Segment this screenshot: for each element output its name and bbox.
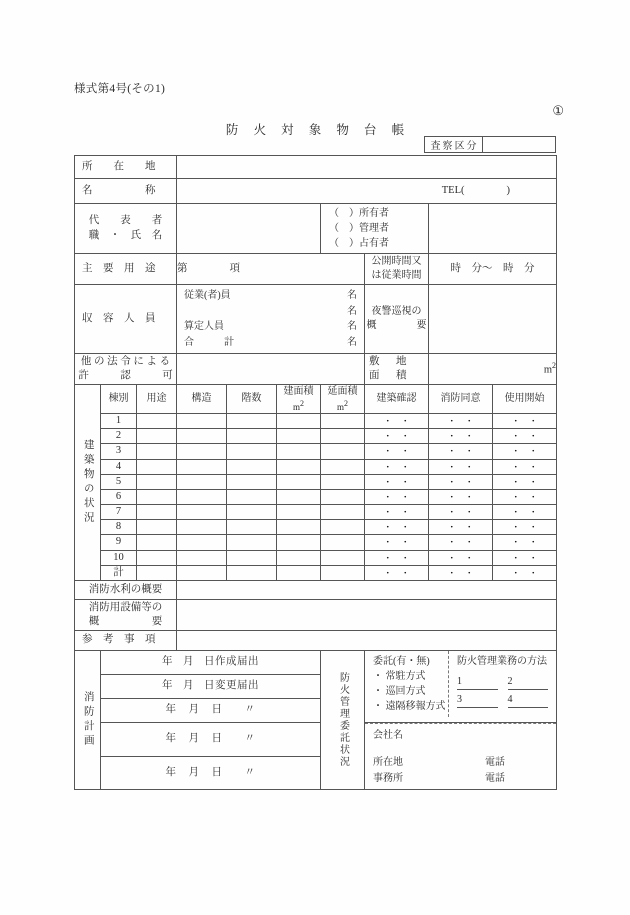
cell-structure[interactable] xyxy=(177,474,227,489)
usage-label: 主 要 用 途 xyxy=(82,262,156,274)
table-row xyxy=(75,550,557,565)
cell-floors[interactable] xyxy=(227,429,277,444)
cell-building-confirmation[interactable]: ・ ・ xyxy=(365,444,429,459)
cell-use[interactable] xyxy=(137,429,177,444)
site-area-unit: m xyxy=(543,364,553,376)
cell-total-area[interactable] xyxy=(321,535,365,550)
cell-use-start[interactable]: ・ ・ xyxy=(493,505,557,520)
cell-floors[interactable] xyxy=(227,535,277,550)
method-item-4[interactable]: 4 xyxy=(508,692,548,708)
cell-build-area[interactable] xyxy=(277,414,321,429)
water-supply-value[interactable] xyxy=(177,580,557,599)
cell-building-confirmation[interactable]: ・ ・ xyxy=(365,520,429,535)
cell-floors[interactable] xyxy=(227,550,277,565)
cell-use-start[interactable]: ・ ・ xyxy=(493,474,557,489)
other-law-value[interactable] xyxy=(177,354,365,385)
table-row xyxy=(75,489,557,504)
fire-plan-side-label: 消防計画 xyxy=(75,650,101,790)
cell-use[interactable] xyxy=(137,520,177,535)
cell-structure[interactable] xyxy=(177,429,227,444)
cell-floors[interactable] xyxy=(227,444,277,459)
cell-structure[interactable] xyxy=(177,444,227,459)
cell-use-start[interactable]: ・ ・ xyxy=(493,414,557,429)
cell-build-area[interactable] xyxy=(277,429,321,444)
inspection-category-value[interactable] xyxy=(483,137,555,152)
building-row-number: 2 xyxy=(101,429,137,444)
cell-fire-consent[interactable]: ・ ・ xyxy=(429,489,493,504)
owner-type-options[interactable] xyxy=(321,204,429,254)
cell-total-area[interactable] xyxy=(321,414,365,429)
col-header-structure: 構造 xyxy=(177,385,227,414)
building-status-side-label: 建築物の状況 xyxy=(75,385,101,581)
form-code: 様式第4号(その1) xyxy=(74,83,166,95)
entrusted-company-block xyxy=(365,722,557,790)
company-address-tel-label: 電話 xyxy=(485,757,505,769)
document-title: 防 火 対 象 物 台 帳 xyxy=(225,123,411,137)
company-address-row[interactable] xyxy=(373,755,556,771)
cell-use-start[interactable]: ・ ・ xyxy=(493,444,557,459)
fire-plan-date-creation[interactable]: 年 月 日作成届出 xyxy=(101,650,321,674)
representative-value[interactable] xyxy=(177,204,321,254)
entrust-option-resident[interactable]: ・ 常駐方式 xyxy=(373,670,426,682)
cell-build-area[interactable] xyxy=(277,535,321,550)
fire-plan-date-4[interactable]: 年 月 日 〃 xyxy=(101,722,321,756)
table-row xyxy=(75,535,557,550)
building-row-number: 9 xyxy=(101,535,137,550)
cell-building-confirmation[interactable]: ・ ・ xyxy=(365,489,429,504)
capacity-item-total[interactable]: 合 計 名 xyxy=(184,336,357,348)
table-row xyxy=(75,505,557,520)
inspection-category-label: 査察区分 xyxy=(425,137,483,152)
table-row xyxy=(75,580,557,599)
entrust-status-side-label: 防火管理委託状況 xyxy=(321,650,365,790)
table-row xyxy=(75,474,557,489)
owner-option-occupant[interactable]: （ ）占有者 xyxy=(329,238,389,249)
table-row xyxy=(75,414,557,429)
building-row-number: 6 xyxy=(101,489,137,504)
cell-building-confirmation[interactable]: ・ ・ xyxy=(365,565,429,580)
building-row-number: 8 xyxy=(101,520,137,535)
cell-floors[interactable] xyxy=(227,459,277,474)
cell-fire-consent[interactable]: ・ ・ xyxy=(429,520,493,535)
building-row-number: 4 xyxy=(101,459,137,474)
building-row-number: 1 xyxy=(101,414,137,429)
table-row xyxy=(75,444,557,459)
cell-use[interactable] xyxy=(137,474,177,489)
cell-fire-consent[interactable]: ・ ・ xyxy=(429,414,493,429)
table-row xyxy=(75,650,557,674)
cell-use-start[interactable]: ・ ・ xyxy=(493,520,557,535)
fire-plan-date-change[interactable]: 年 月 日変更届出 xyxy=(101,674,321,698)
site-area-label: 敷 地 面 積 xyxy=(365,354,429,385)
cell-fire-consent[interactable]: ・ ・ xyxy=(429,505,493,520)
col-header-build-area: 建面積 m2 xyxy=(277,385,321,414)
company-name-label: 会社名 xyxy=(373,729,403,741)
cell-total-area[interactable] xyxy=(321,565,365,580)
building-row-number: 5 xyxy=(101,474,137,489)
cell-total-area[interactable] xyxy=(321,474,365,489)
cell-fire-consent[interactable]: ・ ・ xyxy=(429,459,493,474)
page-number-circled: ① xyxy=(552,103,564,118)
table-row xyxy=(75,722,557,756)
cell-fire-consent[interactable]: ・ ・ xyxy=(429,535,493,550)
owner-option-manager[interactable]: （ ）管理者 xyxy=(329,223,389,234)
cell-use[interactable] xyxy=(137,505,177,520)
table-row xyxy=(75,156,557,179)
cell-total-area[interactable] xyxy=(321,505,365,520)
tel-label: TEL( ) xyxy=(441,184,511,196)
cell-fire-consent[interactable]: ・ ・ xyxy=(429,444,493,459)
cell-use-start[interactable]: ・ ・ xyxy=(493,459,557,474)
company-name-value[interactable] xyxy=(373,743,556,755)
cell-building-confirmation[interactable]: ・ ・ xyxy=(365,550,429,565)
cell-structure[interactable] xyxy=(177,565,227,580)
open-hours-label: 公開時間又 は従業時間 xyxy=(365,254,429,285)
cell-use-start[interactable]: ・ ・ xyxy=(493,429,557,444)
cell-building-confirmation[interactable]: ・ ・ xyxy=(365,505,429,520)
cell-total-area[interactable] xyxy=(321,429,365,444)
cell-use[interactable] xyxy=(137,489,177,504)
total-area-unit: m2 xyxy=(336,398,348,412)
fire-equipment-label: 消防用設備等の 概 要 xyxy=(75,599,177,630)
cell-fire-consent[interactable]: ・ ・ xyxy=(429,429,493,444)
table-row xyxy=(75,179,557,204)
building-row-number: 10 xyxy=(101,550,137,565)
entrustment-block xyxy=(365,650,557,722)
cell-structure[interactable] xyxy=(177,520,227,535)
table-row xyxy=(75,429,557,444)
cell-use-start[interactable]: ・ ・ xyxy=(493,565,557,580)
table-row xyxy=(75,565,557,580)
location-label: 所 在 地 xyxy=(82,160,156,172)
cell-fire-consent[interactable]: ・ ・ xyxy=(429,550,493,565)
entrustment-options[interactable] xyxy=(365,651,449,717)
build-area-unit: m2 xyxy=(292,398,304,412)
cell-use[interactable] xyxy=(137,535,177,550)
cell-build-area[interactable] xyxy=(277,459,321,474)
cell-build-area[interactable] xyxy=(277,565,321,580)
cell-fire-consent[interactable]: ・ ・ xyxy=(429,565,493,580)
capacity-entries[interactable] xyxy=(177,285,365,354)
table-row xyxy=(75,599,557,630)
cell-total-area[interactable] xyxy=(321,489,365,504)
cell-use-start[interactable]: ・ ・ xyxy=(493,535,557,550)
location-value[interactable] xyxy=(177,156,557,179)
cell-floors[interactable] xyxy=(227,474,277,489)
name-value-cell[interactable] xyxy=(177,179,557,204)
cell-build-area[interactable] xyxy=(277,489,321,504)
building-row-number: 7 xyxy=(101,505,137,520)
col-header-floors: 階数 xyxy=(227,385,277,414)
cell-build-area[interactable] xyxy=(277,474,321,489)
table-row xyxy=(75,204,557,254)
cell-build-area[interactable] xyxy=(277,520,321,535)
cell-fire-consent[interactable]: ・ ・ xyxy=(429,474,493,489)
col-header-total-area: 延面積 m2 xyxy=(321,385,365,414)
representative-label: 代 表 者 職 ・ 氏 名 xyxy=(88,215,163,241)
company-office-tel-label: 電話 xyxy=(485,772,505,784)
col-header-building-no: 棟別 xyxy=(101,385,137,414)
fire-equipment-value[interactable] xyxy=(177,599,557,630)
night-watch-label: 夜警巡視の 概 要 xyxy=(365,285,429,354)
cell-building-confirmation[interactable]: ・ ・ xyxy=(365,535,429,550)
table-row xyxy=(75,520,557,535)
cell-floors[interactable] xyxy=(227,565,277,580)
owner-option-owner[interactable]: （ ）所有者 xyxy=(329,208,389,219)
table-row xyxy=(75,285,557,354)
company-address-label: 所在地 xyxy=(373,757,403,769)
cell-floors[interactable] xyxy=(227,505,277,520)
cell-structure[interactable] xyxy=(177,550,227,565)
management-method-block xyxy=(449,651,556,717)
cell-structure[interactable] xyxy=(177,505,227,520)
entrustment-title: 委託(有・無) xyxy=(373,655,430,667)
open-hours-value[interactable]: 時 分〜 時 分 xyxy=(429,254,557,285)
entrust-option-remote[interactable]: ・ 遠隔移報方式 xyxy=(373,700,446,712)
cell-use[interactable] xyxy=(137,550,177,565)
site-area-value[interactable] xyxy=(429,354,557,385)
table-row xyxy=(75,385,557,414)
cell-building-confirmation[interactable]: ・ ・ xyxy=(365,429,429,444)
building-row-number: 3 xyxy=(101,444,137,459)
fire-plan-date-3[interactable]: 年 月 日 〃 xyxy=(101,698,321,722)
cell-use[interactable] xyxy=(137,565,177,580)
method-item-3[interactable]: 3 xyxy=(457,692,497,708)
remarks-label: 参 考 事 項 xyxy=(75,630,177,650)
cell-floors[interactable] xyxy=(227,489,277,504)
cell-total-area[interactable] xyxy=(321,550,365,565)
capacity-item-employees[interactable]: 従業(者)員 名 xyxy=(184,290,357,301)
cell-structure[interactable] xyxy=(177,489,227,504)
cell-use[interactable] xyxy=(137,459,177,474)
capacity-item-blank[interactable]: 名 xyxy=(347,305,357,317)
capacity-label: 収 容 人 員 xyxy=(82,312,156,324)
usage-value[interactable]: 第 項 xyxy=(177,254,365,285)
cell-structure[interactable] xyxy=(177,414,227,429)
cell-structure[interactable] xyxy=(177,459,227,474)
ledger-table xyxy=(74,155,557,790)
col-header-use: 用途 xyxy=(137,385,177,414)
cell-build-area[interactable] xyxy=(277,444,321,459)
night-watch-value[interactable] xyxy=(429,285,557,354)
water-supply-label: 消防水利の概要 xyxy=(75,580,177,599)
management-method-title: 防火管理業務の方法 xyxy=(457,655,548,667)
cell-building-confirmation[interactable]: ・ ・ xyxy=(365,474,429,489)
col-header-fire-consent: 消防同意 xyxy=(429,385,493,414)
method-item-2[interactable]: 2 xyxy=(508,674,548,690)
table-row xyxy=(75,254,557,285)
table-row xyxy=(75,354,557,385)
method-item-1[interactable]: 1 xyxy=(457,674,497,690)
cell-floors[interactable] xyxy=(227,520,277,535)
cell-total-area[interactable] xyxy=(321,459,365,474)
company-office-row[interactable] xyxy=(373,771,556,787)
cell-use-start[interactable]: ・ ・ xyxy=(493,489,557,504)
cell-build-area[interactable] xyxy=(277,550,321,565)
building-row-total-label: 計 xyxy=(101,565,137,580)
cell-building-confirmation[interactable]: ・ ・ xyxy=(365,459,429,474)
fire-plan-date-5[interactable]: 年 月 日 〃 xyxy=(101,756,321,790)
cell-total-area[interactable] xyxy=(321,444,365,459)
col-header-building-confirmation: 建築確認 xyxy=(365,385,429,414)
cell-build-area[interactable] xyxy=(277,505,321,520)
cell-floors[interactable] xyxy=(227,414,277,429)
cell-building-confirmation[interactable]: ・ ・ xyxy=(365,414,429,429)
cell-structure[interactable] xyxy=(177,535,227,550)
remarks-value[interactable] xyxy=(177,630,557,650)
capacity-item-calculated[interactable]: 算定人員 名 xyxy=(184,321,357,332)
table-row xyxy=(75,459,557,474)
col-header-use-start: 使用開始 xyxy=(493,385,557,414)
unit-superscript: 2 xyxy=(552,360,557,370)
cell-use-start[interactable]: ・ ・ xyxy=(493,550,557,565)
company-office-label: 事務所 xyxy=(373,772,403,784)
other-law-label: 他 の 法 令 に よ る 許 認 可 xyxy=(78,355,173,381)
table-row xyxy=(75,630,557,650)
cell-use[interactable] xyxy=(137,444,177,459)
name-label: 名 称 xyxy=(82,184,156,196)
cell-use[interactable] xyxy=(137,414,177,429)
cell-total-area[interactable] xyxy=(321,520,365,535)
owner-type-value[interactable] xyxy=(429,204,557,254)
entrust-option-patrol[interactable]: ・ 巡回方式 xyxy=(373,685,426,697)
inspection-category-box xyxy=(424,136,556,153)
